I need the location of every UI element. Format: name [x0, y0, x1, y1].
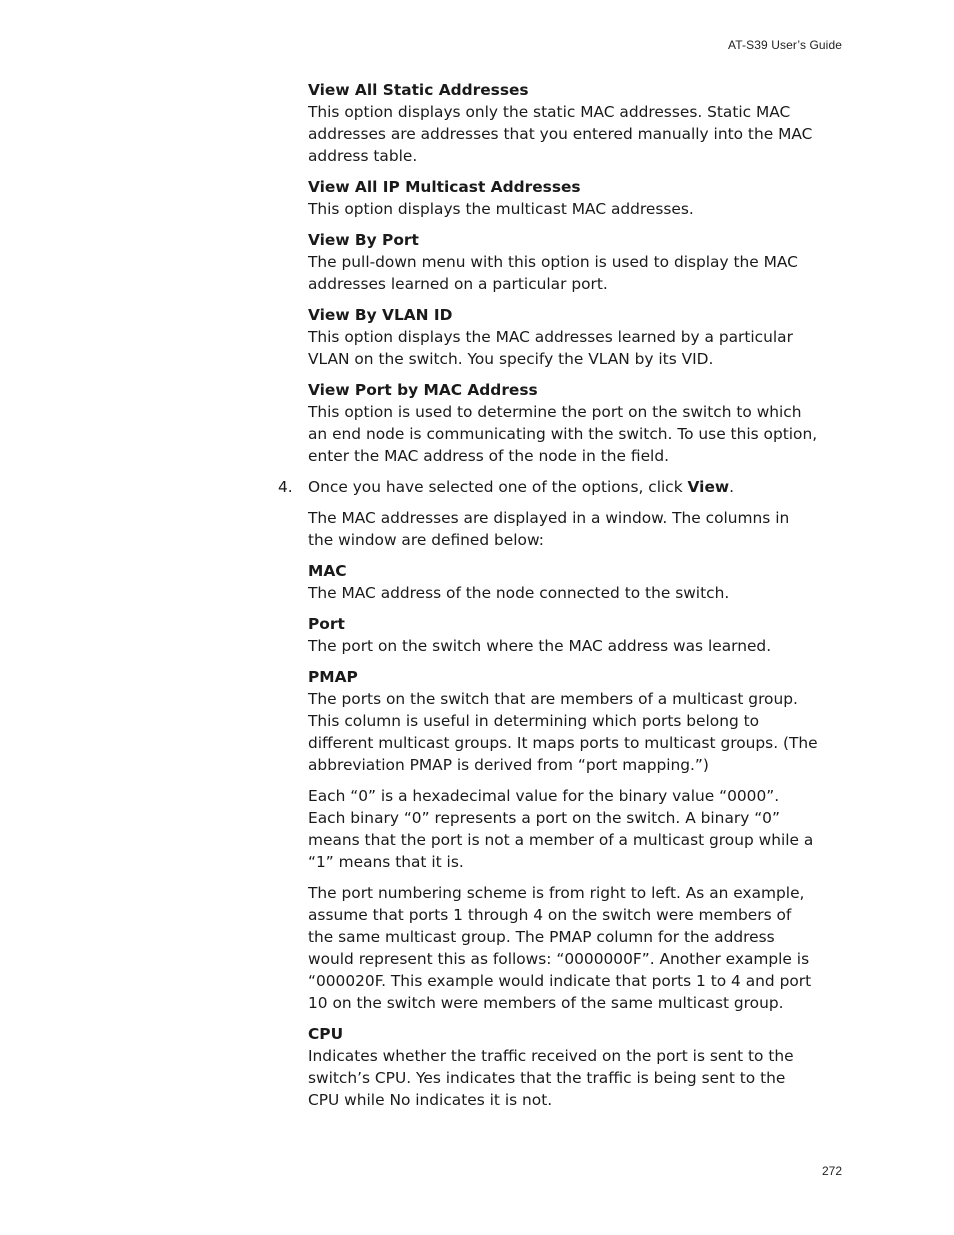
option-title: View By VLAN ID	[308, 306, 453, 324]
column-mac	[308, 560, 818, 604]
column-description: The ports on the switch that are members of a multicast group. This column is useful in determining which ports belong to different multicast groups. It maps ports to multicast groups. (The abbreviation PMAP is derived from “port mapping.”)	[308, 690, 818, 774]
option-title: View All Static Addresses	[308, 81, 529, 99]
page-content	[278, 79, 818, 1120]
column-title: CPU	[308, 1025, 344, 1043]
step-text: Once you have selected one of the options, click	[308, 478, 688, 496]
pmap-hex-paragraph: Each “0” is a hexadecimal value for the binary value “0000”. Each binary “0” represents a port on the switch. A binary “0” means that the port is not a member of a multicast group while a “1” means that it is.	[308, 787, 814, 871]
option-title: View Port by MAC Address	[308, 381, 538, 399]
column-pmap	[308, 666, 818, 776]
page-number: 272	[821, 1164, 842, 1178]
option-view-port-by-mac	[308, 379, 818, 467]
option-description: This option displays only the static MAC addresses. Static MAC addresses are addresses that you entered manually into the MAC address table.	[308, 103, 813, 165]
option-description: This option displays the MAC addresses learned by a particular VLAN on the switch. You specify the VLAN by its VID.	[308, 328, 793, 368]
step-number: 4.	[278, 478, 293, 496]
view-button-reference: View	[687, 478, 730, 496]
column-title: Port	[308, 615, 345, 633]
option-title: View By Port	[308, 231, 419, 249]
option-view-by-vlan-id	[308, 304, 818, 370]
step-4	[278, 476, 818, 498]
option-view-all-ip-multicast	[308, 176, 818, 220]
option-title: View All IP Multicast Addresses	[308, 178, 581, 196]
option-description: This option displays the multicast MAC addresses.	[308, 200, 694, 218]
pmap-numbering-paragraph: The port numbering scheme is from right to left. As an example, assume that ports 1 through 4 on the switch were members of the same multicast group. The PMAP column for the address would represent this as follows: “0000000F”. Another example is “000020F. This example would indicate that ports 1 to 4 and port 10 on the switch were members of the same multicast group.	[308, 884, 812, 1012]
columns-intro: The MAC addresses are displayed in a window. The columns in the window are defined below:	[308, 509, 790, 549]
column-port	[308, 613, 818, 657]
option-description: The pull-down menu with this option is used to display the MAC addresses learned on a particular port.	[308, 253, 798, 293]
column-description: The port on the switch where the MAC address was learned.	[308, 637, 772, 655]
running-header: AT-S39 User’s Guide	[728, 38, 842, 52]
column-title: PMAP	[308, 668, 358, 686]
column-title: MAC	[308, 562, 347, 580]
option-description: This option is used to determine the port on the switch to which an end node is communicating with the switch. To use this option, enter the MAC address of the node in the field.	[308, 403, 818, 465]
column-cpu	[308, 1023, 818, 1111]
column-description: The MAC address of the node connected to the switch.	[308, 584, 730, 602]
option-view-by-port	[308, 229, 818, 295]
step-text-end: .	[729, 478, 735, 496]
option-view-all-static	[308, 79, 818, 167]
column-description: Indicates whether the traffic received on the port is sent to the switch’s CPU. Yes indicates that the traffic is being sent to the CPU while No indicates it is not.	[308, 1047, 794, 1109]
